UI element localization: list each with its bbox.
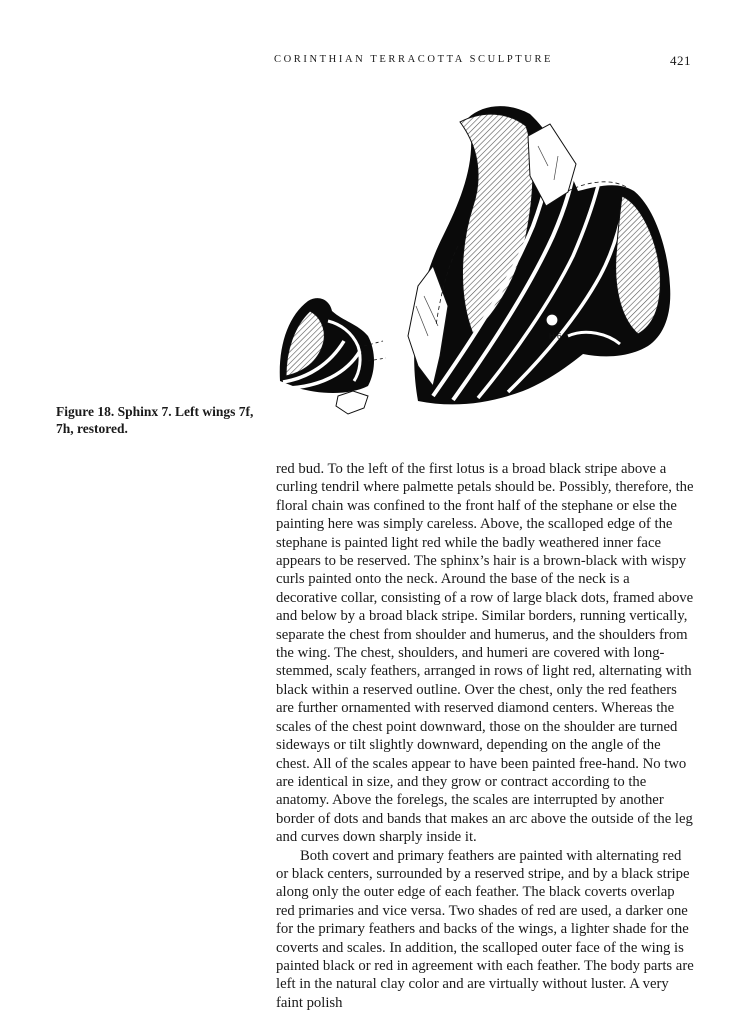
page-number: 421 (670, 53, 691, 68)
running-head: CORINTHIAN TERRACOTTA SCULPTURE (274, 54, 554, 65)
paragraph-2: Both covert and primary feathers are painted with alternating red or black centers, surrounded by a reserved stripe, and by a black stripe along only the outer edge of each feather. The black coverts overlap red primaries and vice versa. Two shades of red are used, a darker one for the primary feathers and backs of the wings, a lighter shade for the coverts and scales. In addition, the scalloped outer face of the wing is painted black or red in agreement with each feather. The body parts are left in the natural clay color and are virtually without luster. A very faint polish (276, 847, 694, 1011)
figure-caption: Figure 18. Sphinx 7. Left wings 7f, 7h, restored. (56, 404, 254, 436)
paragraph-1: red bud. To the left of the first lotus is a broad black stripe above a curling tendril where palmette petals should be. Possibly, therefore, the floral chain was confined to the front half of the stephane or else the painting here was simply careless. Above, the scalloped edge of the stephane is painted light red while the badly weathered inner face appears to be reserved. The sphinx’s hair is a brown-black with wispy curls painted onto the neck. Around the base of the neck is a decorative collar, consisting of a row of large black dots, framed above and below by a broad black stripe. Similar borders, running vertically, separate the chest from shoulder and humerus, and the shoulders from the wing. The chest, shoulders, and humeri are covered with long-stemmed, scaly feathers, arranged in rows of light red, alternating with black within a reserved outline. Over the chest, only the red feathers are further ornamented with reserved diamond centers. Whereas the scales of the chest point downward, those on the shoulder are turned sideways or tilt slightly downward, depending on the angle of the chest. All of the scales appear to have been painted free-hand. No two are identical in size, and they grow or contract according to the anatomy. Above the forelegs, the scales are interrupted by another border of dots and bands that makes an arc above the outside of the leg and curves down sharply inside it. (276, 461, 694, 846)
sphinx-wing-drawing (268, 96, 688, 426)
small-wing-fragment (280, 298, 386, 414)
h6-label: H 6 (549, 332, 562, 341)
large-wing-fragment (408, 106, 670, 404)
body-text (276, 460, 694, 1012)
